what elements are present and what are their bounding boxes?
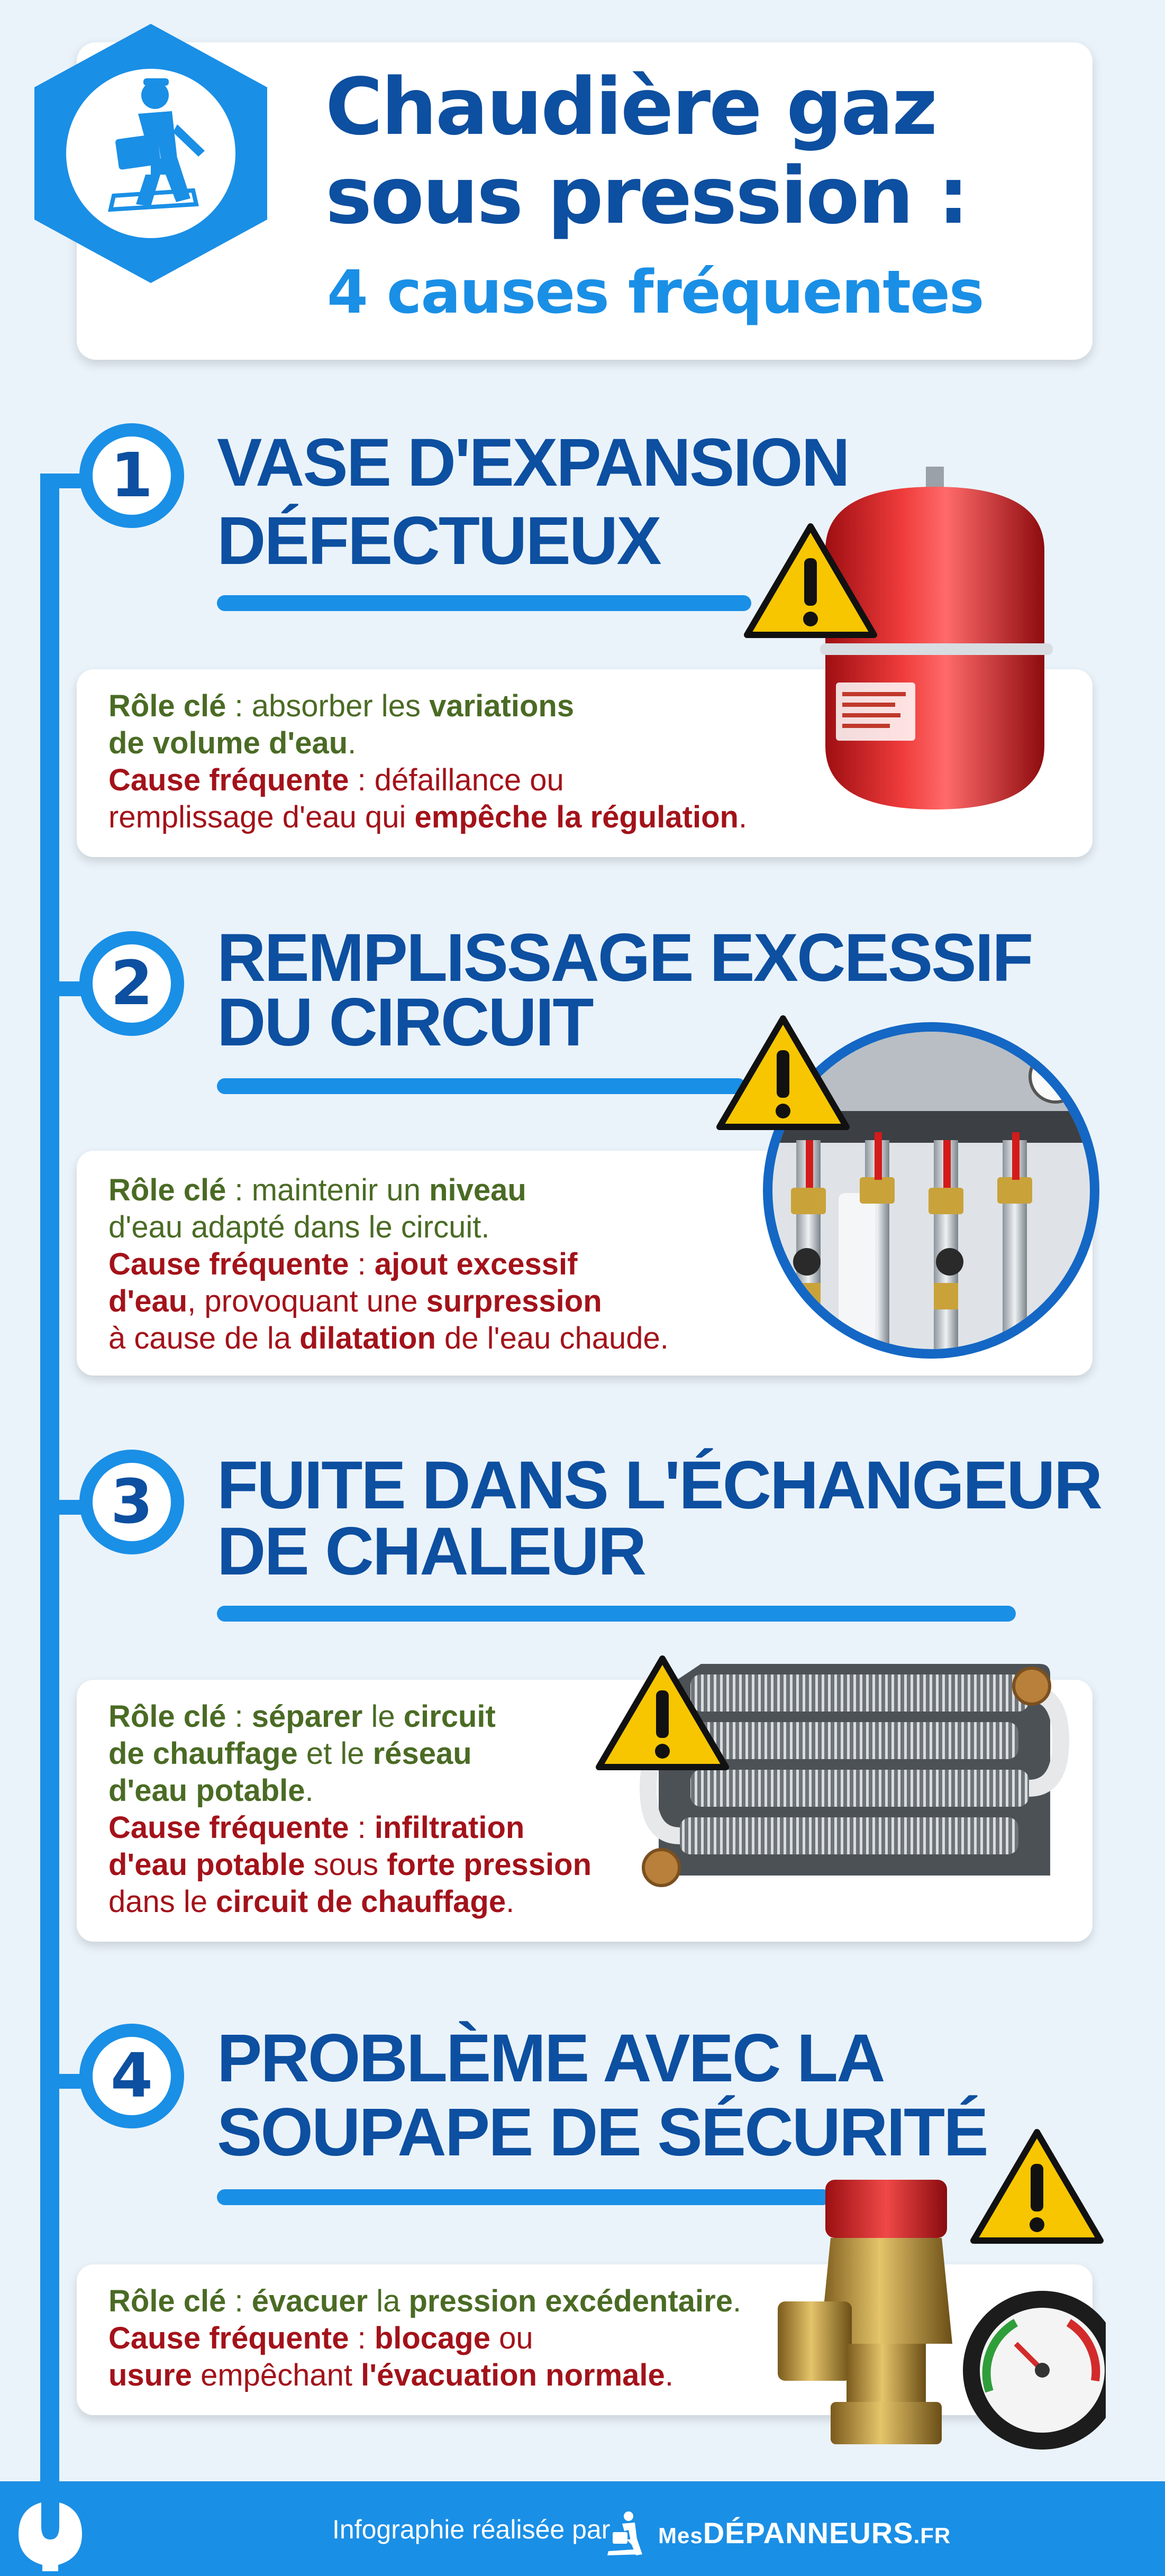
cause-text: : xyxy=(349,1247,375,1281)
cause-text: de l'eau chaude. xyxy=(435,1321,669,1355)
section-underline xyxy=(217,1606,1016,1622)
cause-keyword: usure xyxy=(108,2358,192,2392)
role-keyword: d'eau potable xyxy=(108,1773,305,1808)
role-keyword: évacuer xyxy=(251,2284,368,2318)
role-text: . xyxy=(305,1773,314,1808)
cause-text: . xyxy=(665,2358,673,2392)
section-underline xyxy=(217,1078,746,1094)
role-keyword: séparer xyxy=(251,1699,363,1734)
info-text xyxy=(108,1698,591,1920)
section-title-line-2: SOUPAPE DE SÉCURITÉ xyxy=(217,2095,987,2170)
cause-keyword: d'eau xyxy=(108,1284,188,1318)
section-underline xyxy=(217,2189,831,2205)
role-text: : absorber les xyxy=(226,689,430,723)
section-title-line-1: VASE D'EXPANSION xyxy=(217,425,849,500)
section-title-line-1: PROBLÈME AVEC LA xyxy=(217,2020,884,2096)
logo-badge xyxy=(19,16,283,296)
cause-label: Cause fréquente xyxy=(108,1247,349,1281)
title-subtitle: 4 causes fréquentes xyxy=(327,258,984,327)
role-label: Rôle clé xyxy=(108,1699,226,1734)
cause-keyword: forte pression xyxy=(387,1847,592,1882)
role-label: Rôle clé xyxy=(108,1173,226,1207)
footer xyxy=(0,2481,1165,2576)
warning-icon xyxy=(968,2127,1106,2249)
cause-text: , provoquant une xyxy=(187,1284,426,1318)
cause-keyword: dilatation xyxy=(299,1321,436,1355)
cause-text: . xyxy=(738,800,748,834)
section-number-badge xyxy=(79,1450,184,1554)
info-text xyxy=(108,1172,669,1357)
cause-text: remplissage d'eau qui xyxy=(108,800,415,834)
cause-label: Cause fréquente xyxy=(108,1810,349,1845)
cause-label: Cause fréquente xyxy=(108,2321,349,2355)
cause-text: ou xyxy=(490,2321,533,2355)
role-keyword: de volume d'eau xyxy=(108,726,348,760)
cause-keyword: d'eau potable xyxy=(108,1847,305,1882)
role-text: . xyxy=(348,726,357,760)
title-line-2: sous pression : xyxy=(325,150,968,241)
expansion-vessel-image xyxy=(809,460,1085,831)
section-title-line-2: DÉFECTUEUX xyxy=(217,503,660,579)
warning-icon xyxy=(714,1013,852,1135)
info-text xyxy=(108,688,747,836)
cause-text: : défaillance ou xyxy=(349,763,564,797)
role-keyword: variations xyxy=(429,689,575,723)
cause-text: dans le xyxy=(108,1885,216,1919)
section-number: 2 xyxy=(93,944,171,1023)
role-keyword: de chauffage xyxy=(108,1736,298,1771)
section-number: 4 xyxy=(93,2037,171,2115)
cause-label: Cause fréquente xyxy=(108,763,349,797)
role-text: d'eau adapté dans le circuit xyxy=(108,1210,481,1244)
cause-keyword: blocage xyxy=(374,2321,490,2355)
role-text: : xyxy=(226,2284,252,2318)
cause-text: à cause de la xyxy=(108,1321,300,1355)
cause-text: : xyxy=(349,2321,375,2355)
role-keyword: réseau xyxy=(372,1736,472,1771)
brand-main: DÉPANNEURS xyxy=(703,2516,914,2550)
brand-suffix: .FR xyxy=(913,2523,951,2548)
brand-name xyxy=(658,2516,951,2550)
section-number-badge xyxy=(79,423,184,528)
title-line-1: Chaudière gaz xyxy=(325,61,936,152)
section-number: 1 xyxy=(93,436,171,515)
role-text: le xyxy=(362,1699,404,1734)
cause-text: sous xyxy=(305,1847,387,1882)
section-number-badge xyxy=(79,931,184,1036)
section-title-line-1: REMPLISSAGE EXCESSIF xyxy=(217,920,1032,996)
section-title-line-2: DE CHALEUR xyxy=(217,1514,645,1589)
role-text: la xyxy=(368,2284,409,2318)
cause-keyword: empêche la régulation xyxy=(414,800,739,834)
cause-text: : xyxy=(349,1810,375,1845)
cause-keyword: circuit de chauffage xyxy=(216,1885,506,1919)
cause-keyword: ajout excessif xyxy=(374,1247,578,1281)
wrench-icon xyxy=(16,2502,85,2571)
info-text xyxy=(108,2283,741,2394)
role-text: . xyxy=(481,1210,490,1244)
role-keyword: pression excédentaire xyxy=(408,2284,733,2318)
role-keyword: niveau xyxy=(429,1173,526,1207)
section-title-line-1: FUITE DANS L'ÉCHANGEUR xyxy=(217,1448,1102,1523)
brand-logo[interactable] xyxy=(603,2509,951,2556)
section-number: 3 xyxy=(93,1463,171,1541)
cause-keyword: surpression xyxy=(426,1284,602,1318)
role-label: Rôle clé xyxy=(108,689,226,723)
cause-keyword: infiltration xyxy=(374,1810,525,1845)
footer-credit: Infographie réalisée par xyxy=(332,2515,611,2544)
cause-text: . xyxy=(506,1885,515,1919)
role-keyword: circuit xyxy=(403,1699,496,1734)
warning-icon xyxy=(594,1653,731,1775)
role-text: . xyxy=(732,2284,742,2318)
role-text: : xyxy=(226,1699,252,1734)
warning-icon xyxy=(742,521,879,643)
brand-prefix: Mes xyxy=(658,2523,703,2548)
section-number-badge xyxy=(79,2024,184,2128)
cause-keyword: l'évacuation normale xyxy=(361,2358,665,2392)
role-label: Rôle clé xyxy=(108,2284,226,2318)
role-text: et le xyxy=(297,1736,373,1771)
section-title-line-2: DU CIRCUIT xyxy=(217,985,593,1060)
role-text: : maintenir un xyxy=(226,1173,430,1207)
cause-text: empêchant xyxy=(192,2358,361,2392)
section-underline xyxy=(217,595,751,611)
plumber-icon xyxy=(603,2509,651,2556)
